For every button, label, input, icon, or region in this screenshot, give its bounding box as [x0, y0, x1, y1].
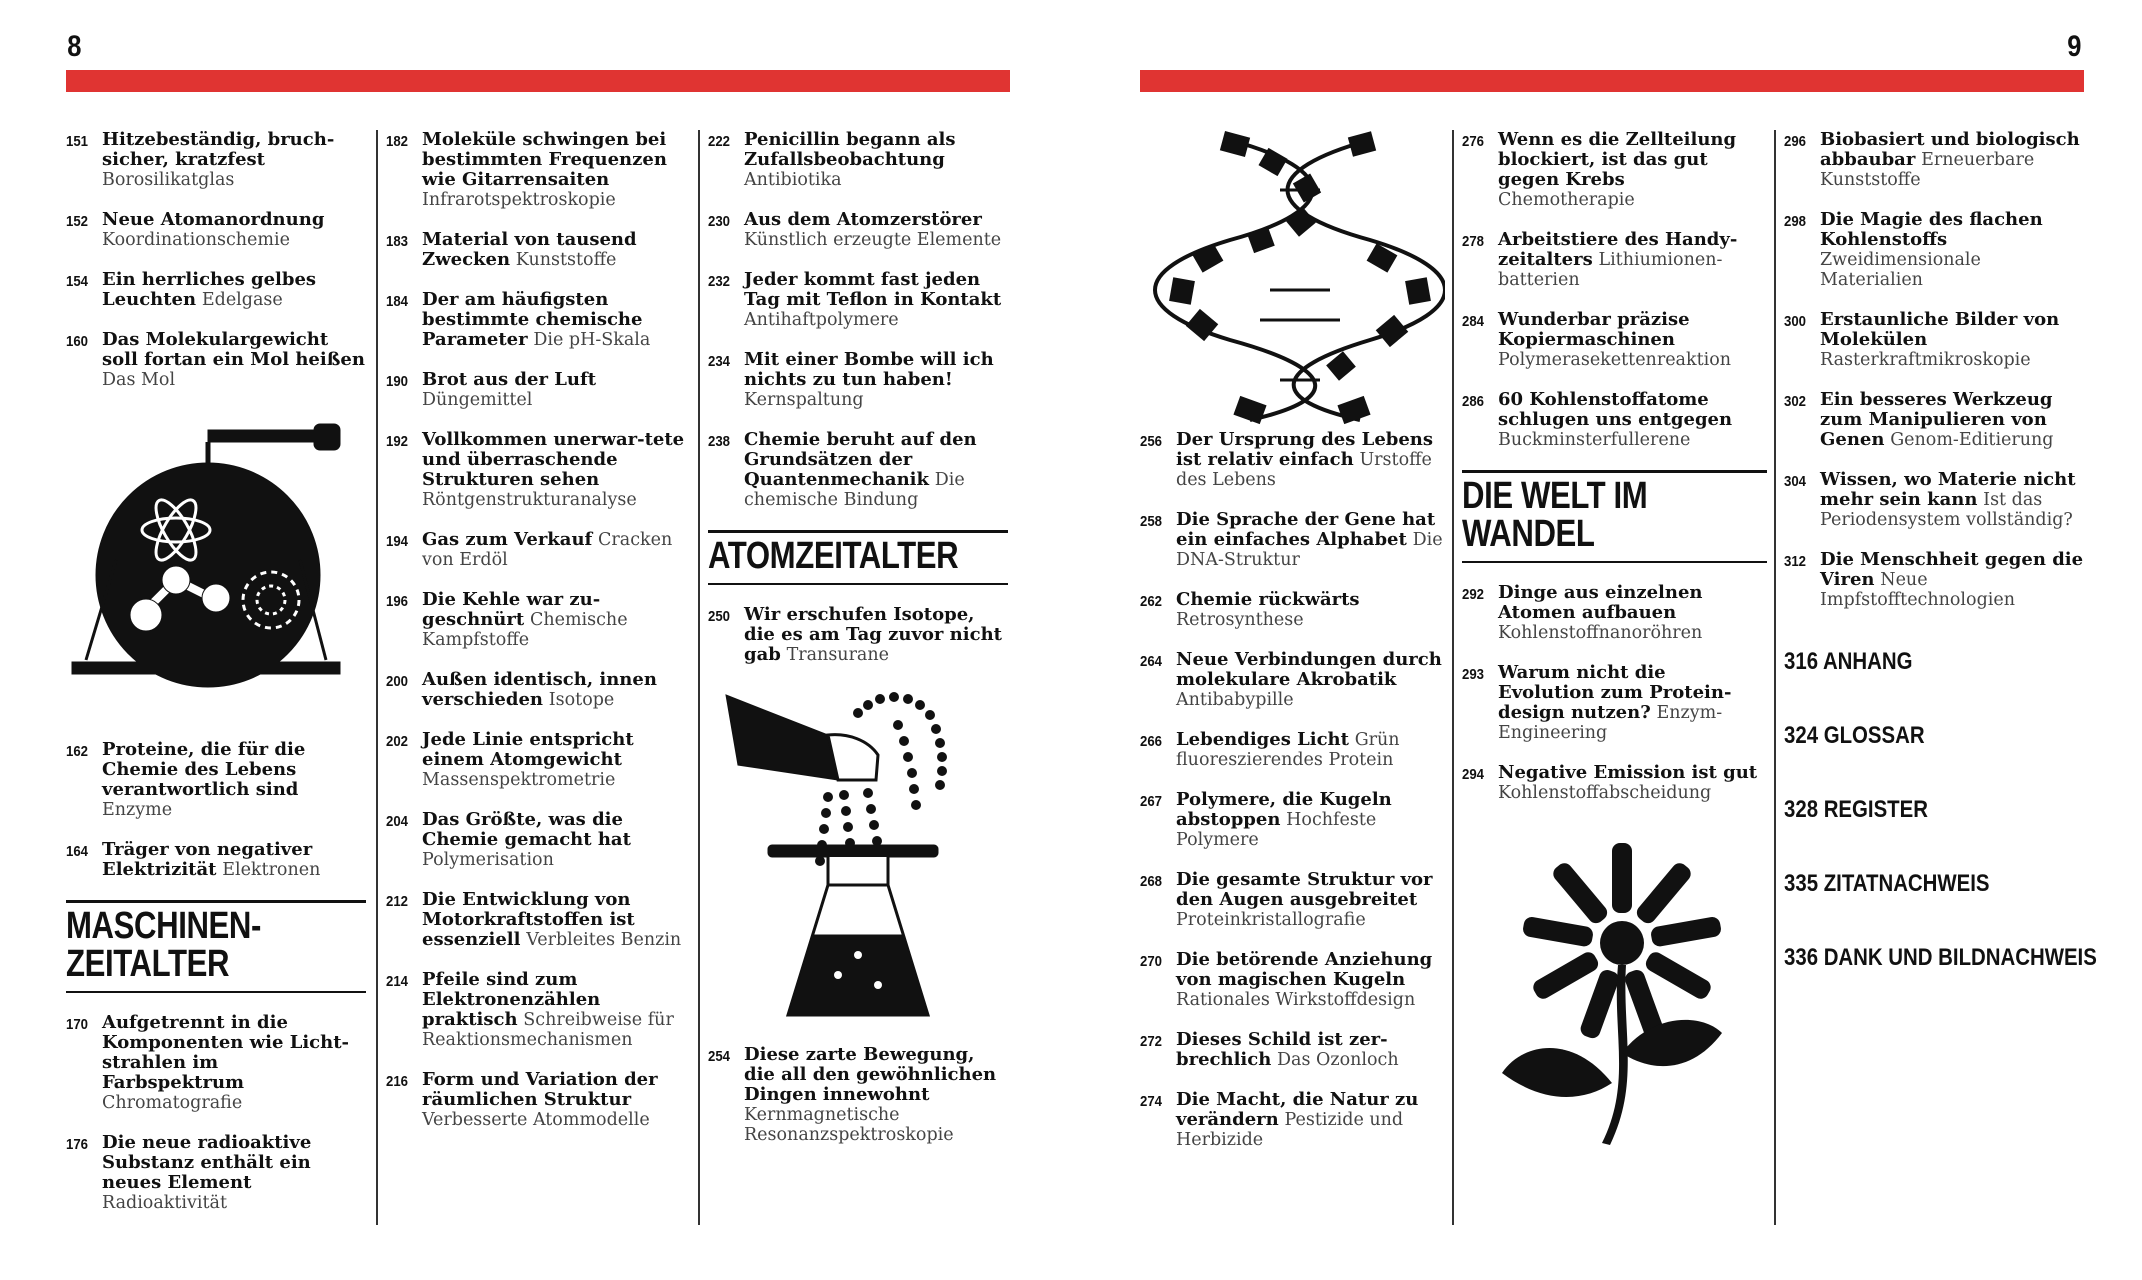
entry-title: Ein herrliches gelbes Leuchten	[102, 269, 317, 310]
toc-entry	[1140, 430, 1445, 490]
toc-entry	[1140, 870, 1445, 930]
entry-title: Gas zum Verkauf	[422, 529, 593, 550]
entry-text	[1820, 390, 2084, 450]
entry-subtitle: Das Ozonloch	[1277, 1050, 1399, 1070]
entry-subtitle: Verbesserte Atommodelle	[422, 1110, 650, 1130]
entry-text	[1820, 310, 2084, 370]
entry-text	[744, 350, 1008, 410]
toc-entry	[1784, 210, 2084, 290]
entry-subtitle: Ist das Periodensystem vollständig?	[1820, 490, 2073, 530]
toc-entry	[708, 605, 1008, 665]
toc-entry	[386, 430, 686, 510]
section-title: ATOMZEITALTER	[708, 535, 959, 577]
page-ref: 200	[386, 673, 409, 690]
page-ref: 302	[1784, 393, 1807, 410]
page-ref: 286	[1462, 393, 1485, 410]
entry-title: Träger von negativer Elektrizität	[102, 839, 313, 880]
page-ref: 194	[386, 533, 409, 550]
appendix-entry: 324 GLOSSAR	[1784, 722, 1925, 749]
toc-entry	[386, 130, 686, 210]
toc-entry	[66, 130, 366, 190]
entry-subtitle: Zweidimensionale Materialien	[1820, 250, 1981, 290]
toc-entry	[1140, 950, 1445, 1010]
section-header-maschinen	[66, 900, 366, 993]
toc-entry	[386, 890, 686, 950]
entry-text	[1176, 790, 1445, 850]
toc-entry	[1462, 230, 1767, 290]
toc-entry	[1140, 1090, 1445, 1150]
entry-text	[1176, 590, 1445, 630]
entry-title: Der am häufigsten bestimmte chemische Parameter	[422, 289, 643, 350]
entry-text	[1498, 583, 1767, 643]
entry-title: Negative Emission ist gut	[1498, 762, 1758, 783]
toc-entry	[708, 270, 1008, 330]
page-number-right: 9	[2067, 30, 2082, 63]
entry-subtitle: Antibabypille	[1176, 690, 1294, 710]
page-ref: 268	[1140, 873, 1163, 890]
entry-subtitle: Pestizide und Herbizide	[1176, 1110, 1404, 1150]
entry-subtitle: Die pH-Skala	[533, 330, 651, 350]
entry-subtitle: Chemische Kampfstoffe	[422, 610, 628, 650]
page-ref: 160	[66, 333, 89, 350]
entry-subtitle: Elektronen	[222, 860, 321, 880]
entry-subtitle: Antihaftpolymere	[744, 310, 899, 330]
entry-title: Vollkommen unerwar-tete und überraschende Strukturen sehen	[422, 429, 685, 490]
entry-subtitle: Kohlenstoffabscheidung	[1498, 783, 1712, 803]
page-ref: 212	[386, 893, 409, 910]
page-ref: 234	[708, 353, 731, 370]
toc-entry	[386, 970, 686, 1050]
toc-entry	[708, 130, 1008, 190]
page-ref: 266	[1140, 733, 1163, 750]
toc-entry	[1462, 763, 1767, 803]
entry-text	[744, 605, 1008, 665]
page-ref: 238	[708, 433, 731, 450]
entry-text	[102, 130, 366, 190]
entry-title: Erstaunliche Bilder von Molekülen	[1820, 309, 2060, 350]
toc-entry	[1140, 510, 1445, 570]
entry-title: Mit einer Bombe will ich nichts zu tun haben!	[744, 349, 994, 390]
toc-entry	[708, 430, 1008, 510]
page-ref: 202	[386, 733, 409, 750]
page-ref: 152	[66, 213, 89, 230]
page-ref: 292	[1462, 586, 1485, 603]
page-ref: 164	[66, 843, 89, 860]
page-ref: 278	[1462, 233, 1485, 250]
entry-title: Pfeile sind zum Elektronenzählen praktisch	[422, 969, 601, 1030]
entry-text	[1498, 230, 1767, 290]
page-ref: 176	[66, 1136, 89, 1153]
entry-title: Hitzebeständig, bruch-sicher, kratzfest	[102, 129, 335, 170]
toc-entry	[386, 230, 686, 270]
entry-subtitle: Koordinationschemie	[102, 230, 290, 250]
entry-subtitle: Infrarotspektroskopie	[422, 190, 616, 210]
entry-title: Biobasiert und biologisch abbaubar	[1820, 129, 2080, 170]
entry-subtitle: Verbleites Benzin	[526, 930, 682, 950]
page-ref: 216	[386, 1073, 409, 1090]
entry-title: Die Sprache der Gene hat ein einfaches Alphabet	[1176, 509, 1436, 550]
appendix-entry: 328 REGISTER	[1784, 796, 1928, 823]
page-ref: 162	[66, 743, 89, 760]
red-header-bar-left	[66, 70, 1010, 92]
entry-title: 60 Kohlenstoffatome schlugen uns entgegen	[1498, 389, 1733, 430]
page-ref: 182	[386, 133, 409, 150]
toc-entry	[386, 370, 686, 410]
entry-title: Aus dem Atomzerstörer	[744, 209, 982, 230]
appendix-list	[1784, 648, 2097, 972]
entry-subtitle: Chromatografie	[102, 1093, 243, 1113]
entry-text	[102, 840, 366, 880]
entry-subtitle: Künstlich erzeugte Elemente	[744, 230, 1002, 250]
entry-title: Chemie rückwärts	[1176, 589, 1360, 610]
entry-text	[1498, 310, 1767, 370]
entry-text	[1176, 950, 1445, 1010]
entry-subtitle: Borosilikatglas	[102, 170, 235, 190]
entry-title: Die Entwicklung von Motorkraftstoffen ist essenziell	[422, 889, 635, 950]
entry-text	[1820, 130, 2084, 190]
entry-title: Warum nicht die Evolution zum Protein-design nutzen?	[1498, 662, 1732, 723]
entry-text	[744, 210, 1008, 250]
toc-entry	[1784, 130, 2084, 190]
toc-entry	[386, 290, 686, 350]
entry-text	[1820, 470, 2084, 530]
flower-illustration	[1462, 833, 1767, 1153]
entry-subtitle: Erneuerbare Kunststoffe	[1820, 150, 2035, 190]
toc-entry	[1462, 583, 1767, 643]
page-ref: 183	[386, 233, 409, 250]
page-ref: 204	[386, 813, 409, 830]
entry-subtitle: Cracken von Erdöl	[422, 530, 673, 570]
entry-text	[422, 670, 686, 710]
entry-text	[1176, 510, 1445, 570]
entry-subtitle: Antibiotika	[744, 170, 842, 190]
entry-title: Proteine, die für die Chemie des Lebens verantwortlich sind	[102, 739, 306, 800]
entry-subtitle: Enzyme	[102, 800, 173, 820]
page-ref: 267	[1140, 793, 1163, 810]
entry-text	[1498, 130, 1767, 210]
page-ref: 232	[708, 273, 731, 290]
entry-text	[422, 970, 686, 1050]
toc-entry	[708, 350, 1008, 410]
toc-column-6	[1784, 129, 2097, 1018]
entry-title: Dieses Schild ist zer-brechlich	[1176, 1029, 1388, 1070]
entry-subtitle: Röntgenstrukturanalyse	[422, 490, 637, 510]
entry-subtitle: Transurane	[786, 645, 889, 665]
toc-entry	[1462, 130, 1767, 210]
toc-column-1	[66, 130, 366, 1233]
entry-text	[1176, 870, 1445, 930]
toc-entry	[1140, 590, 1445, 630]
appendix-entry: 316 ANHANG	[1784, 648, 1913, 675]
entry-title: Jeder kommt fast jeden Tag mit Teflon in Kontakt	[744, 269, 1002, 310]
entry-text	[422, 730, 686, 790]
entry-subtitle: Grün fluoreszierendes Protein	[1176, 730, 1400, 770]
entry-text	[102, 1013, 366, 1113]
entry-text	[744, 130, 1008, 190]
entry-title: Lebendiges Licht	[1176, 729, 1349, 750]
entry-text	[102, 740, 366, 820]
entry-subtitle: Polymerisation	[422, 850, 554, 870]
entry-text	[1176, 730, 1445, 770]
toc-entry	[66, 270, 366, 310]
entry-subtitle: Rationales Wirkstoffdesign	[1176, 990, 1416, 1010]
toc-column-4	[1140, 130, 1445, 1170]
entry-subtitle: Kohlenstoffnanoröhren	[1498, 623, 1703, 643]
page-ref: 293	[1462, 666, 1485, 683]
entry-title: Aufgetrennt in die Komponenten wie Licht-strahlen im Farbspektrum	[102, 1012, 350, 1093]
entry-text	[102, 1133, 366, 1213]
entry-subtitle: Proteinkristallografie	[1176, 910, 1366, 930]
entry-title: Neue Atomanordnung	[102, 209, 325, 230]
entry-subtitle: Das Mol	[102, 370, 176, 390]
entry-text	[422, 230, 686, 270]
entry-text	[1820, 210, 2084, 290]
entry-subtitle: Die DNA-Struktur	[1176, 530, 1443, 570]
entry-text	[1820, 550, 2084, 610]
toc-entry	[1140, 650, 1445, 710]
toc-entry	[66, 840, 366, 880]
page-ref: 230	[708, 213, 731, 230]
entry-title: Wir erschufen Isotope, die es am Tag zuvor nicht gab	[744, 604, 1002, 665]
entry-text	[744, 270, 1008, 330]
entry-title: Die Magie des flachen Kohlenstoffs	[1820, 209, 2043, 250]
column-divider	[1452, 130, 1454, 1225]
toc-entry	[66, 1133, 366, 1213]
entry-text	[422, 890, 686, 950]
page-number-left: 8	[67, 30, 82, 63]
entry-text	[422, 1070, 686, 1130]
entry-subtitle: Chemotherapie	[1498, 190, 1635, 210]
page-ref: 276	[1462, 133, 1485, 150]
section-header-atomzeitalter	[708, 530, 1008, 585]
page-ref: 256	[1140, 433, 1163, 450]
red-header-bar-right	[1140, 70, 2084, 92]
toc-entry	[386, 670, 686, 710]
entry-subtitle: Buckminsterfullerene	[1498, 430, 1691, 450]
entry-title: Form und Variation der räumlichen Struktur	[422, 1069, 658, 1110]
entry-title: Chemie beruht auf den Grundsätzen der Quantenmechanik	[744, 429, 977, 490]
entry-subtitle: Hochfeste Polymere	[1176, 810, 1377, 850]
entry-subtitle: Rasterkraftmikroskopie	[1820, 350, 2031, 370]
entry-text	[1176, 650, 1445, 710]
entry-title: Die Kehle war zu-geschnürt	[422, 589, 601, 630]
entry-subtitle: Neue Impfstofftechnologien	[1820, 570, 2015, 610]
entry-title: Wissen, wo Materie nicht mehr sein kann	[1820, 469, 2076, 510]
page-ref: 196	[386, 593, 409, 610]
page-ref: 254	[708, 1048, 731, 1065]
page-ref: 258	[1140, 513, 1163, 530]
entry-text	[1498, 763, 1767, 803]
entry-title: Wunderbar präzise Kopiermaschinen	[1498, 309, 1690, 350]
section-header-welt-im-wandel	[1462, 470, 1767, 563]
column-divider	[376, 130, 378, 1225]
page-ref: 222	[708, 133, 731, 150]
entry-text	[1176, 1090, 1445, 1150]
page-ref: 274	[1140, 1093, 1163, 1110]
entry-subtitle: Genom-Editierung	[1890, 430, 2054, 450]
toc-entry	[1140, 730, 1445, 770]
entry-subtitle: Kunststoffe	[515, 250, 617, 270]
entry-title: Ein besseres Werkzeug zum Manipulieren von Genen	[1820, 389, 2053, 450]
entry-subtitle: Isotope	[548, 690, 615, 710]
entry-text	[102, 210, 366, 250]
toc-entry	[1462, 310, 1767, 370]
toc-entry	[386, 1070, 686, 1130]
entry-subtitle: Düngemittel	[422, 390, 533, 410]
entry-text	[422, 290, 686, 350]
entry-text	[1176, 430, 1445, 490]
entry-title: Die Macht, die Natur zu verändern	[1176, 1089, 1419, 1130]
appendix-entry: 335 ZITATNACHWEIS	[1784, 870, 1990, 897]
entry-text	[422, 370, 686, 410]
toc-entry	[386, 730, 686, 790]
toc-entry	[66, 210, 366, 250]
toc-entry	[66, 330, 366, 390]
entry-text	[422, 810, 686, 870]
entry-text	[744, 430, 1008, 510]
entry-title: Das Molekulargewicht soll fortan ein Mol heißen	[102, 329, 365, 370]
page-ref: 214	[386, 973, 409, 990]
entry-subtitle: Schreibweise für Reaktionsmechanismen	[422, 1010, 674, 1050]
column-divider	[1774, 130, 1776, 1225]
toc-entry	[386, 590, 686, 650]
toc-entry	[66, 1013, 366, 1113]
page-ref: 284	[1462, 313, 1485, 330]
column-divider	[698, 130, 700, 1225]
entry-text	[744, 1045, 1008, 1145]
entry-subtitle: Radioaktivität	[102, 1193, 227, 1213]
page-ref: 272	[1140, 1033, 1163, 1050]
page-ref: 312	[1784, 553, 1807, 570]
entry-title: Außen identisch, innen verschieden	[422, 669, 657, 710]
toc-entry	[1784, 390, 2084, 450]
page-ref: 262	[1140, 593, 1163, 610]
entry-title: Jede Linie entspricht einem Atomgewicht	[422, 729, 634, 770]
toc-entry	[708, 210, 1008, 250]
entry-title: Die gesamte Struktur vor den Augen ausgebreitet	[1176, 869, 1433, 910]
page-ref: 294	[1462, 766, 1485, 783]
page-ref: 170	[66, 1016, 89, 1033]
entry-title: Brot aus der Luft	[422, 369, 597, 390]
entry-subtitle: Polymerasekettenreaktion	[1498, 350, 1732, 370]
page-ref: 300	[1784, 313, 1807, 330]
toc-entry	[1462, 663, 1767, 743]
page-ref: 264	[1140, 653, 1163, 670]
entry-title: Diese zarte Bewegung, die all den gewöhnlichen Dingen innewohnt	[744, 1044, 997, 1105]
toc-entry	[1784, 310, 2084, 370]
toc-entry	[386, 530, 686, 570]
entry-text	[1498, 390, 1767, 450]
toc-column-2	[386, 130, 686, 1150]
entry-text	[422, 530, 686, 570]
entry-title: Moleküle schwingen bei bestimmten Frequenzen wie Gitarrensaiten	[422, 129, 667, 190]
toc-entry	[1140, 1030, 1445, 1070]
entry-subtitle: Retrosynthese	[1176, 610, 1304, 630]
entry-text	[422, 430, 686, 510]
entry-title: Material von tausend Zwecken	[422, 229, 637, 270]
scale-illustration	[66, 410, 366, 740]
toc-entry	[66, 740, 366, 820]
page-ref: 270	[1140, 953, 1163, 970]
toc-entry	[1784, 470, 2084, 530]
toc-column-3	[708, 130, 1008, 1165]
appendix-entry: 336 DANK UND BILDNACHWEIS	[1784, 944, 2097, 971]
page-ref: 184	[386, 293, 409, 310]
toc-entry	[1784, 550, 2084, 610]
entry-title: Der Ursprung des Lebens ist relativ einfach	[1176, 429, 1434, 470]
flask-illustration	[708, 685, 1008, 1045]
entry-title: Das Größte, was die Chemie gemacht hat	[422, 809, 631, 850]
entry-subtitle: Edelgase	[201, 290, 283, 310]
page-ref: 154	[66, 273, 89, 290]
toc-column-5	[1462, 130, 1767, 1153]
entry-text	[422, 590, 686, 650]
entry-text	[1176, 1030, 1445, 1070]
entry-text	[102, 330, 366, 390]
page-ref: 298	[1784, 213, 1807, 230]
page-ref: 151	[66, 133, 89, 150]
entry-subtitle: Die chemische Bindung	[744, 470, 965, 510]
entry-subtitle: Lithiumionen-batterien	[1498, 250, 1723, 290]
entry-title: Die Menschheit gegen die Viren	[1820, 549, 2084, 590]
entry-title: Dinge aus einzelnen Atomen aufbauen	[1498, 582, 1703, 623]
entry-title: Die betörende Anziehung von magischen Kugeln	[1176, 949, 1433, 990]
entry-title: Polymere, die Kugeln abstoppen	[1176, 789, 1392, 830]
entry-title: Penicillin begann als Zufallsbeobachtung	[744, 129, 956, 170]
entry-subtitle: Enzym-Engineering	[1498, 703, 1723, 743]
section-title: DIE WELT IM WANDEL	[1462, 475, 1648, 555]
toc-entry	[386, 810, 686, 870]
page-ref: 304	[1784, 473, 1807, 490]
page-ref: 190	[386, 373, 409, 390]
entry-subtitle: Urstoffe des Lebens	[1176, 450, 1432, 490]
entry-title: Arbeitstiere des Handy-zeitalters	[1498, 229, 1738, 270]
entry-text	[102, 270, 366, 310]
toc-entry	[1462, 390, 1767, 450]
page-ref: 250	[708, 608, 731, 625]
entry-title: Neue Verbindungen durch molekulare Akrobatik	[1176, 649, 1442, 690]
page-ref: 192	[386, 433, 409, 450]
section-title: MASCHINEN- ZEITALTER	[66, 905, 261, 985]
dna-illustration	[1140, 130, 1445, 430]
entry-subtitle: Kernspaltung	[744, 390, 864, 410]
entry-title: Die neue radioaktive Substanz enthält ein neues Element	[102, 1132, 312, 1193]
entry-text	[422, 130, 686, 210]
toc-entry	[1140, 790, 1445, 850]
entry-subtitle: Kernmagnetische Resonanzspektroskopie	[744, 1105, 954, 1145]
toc-entry	[708, 1045, 1008, 1145]
entry-text	[1498, 663, 1767, 743]
entry-subtitle: Massenspektrometrie	[422, 770, 616, 790]
entry-title: Wenn es die Zellteilung blockiert, ist das gut gegen Krebs	[1498, 129, 1737, 190]
page-ref: 296	[1784, 133, 1807, 150]
